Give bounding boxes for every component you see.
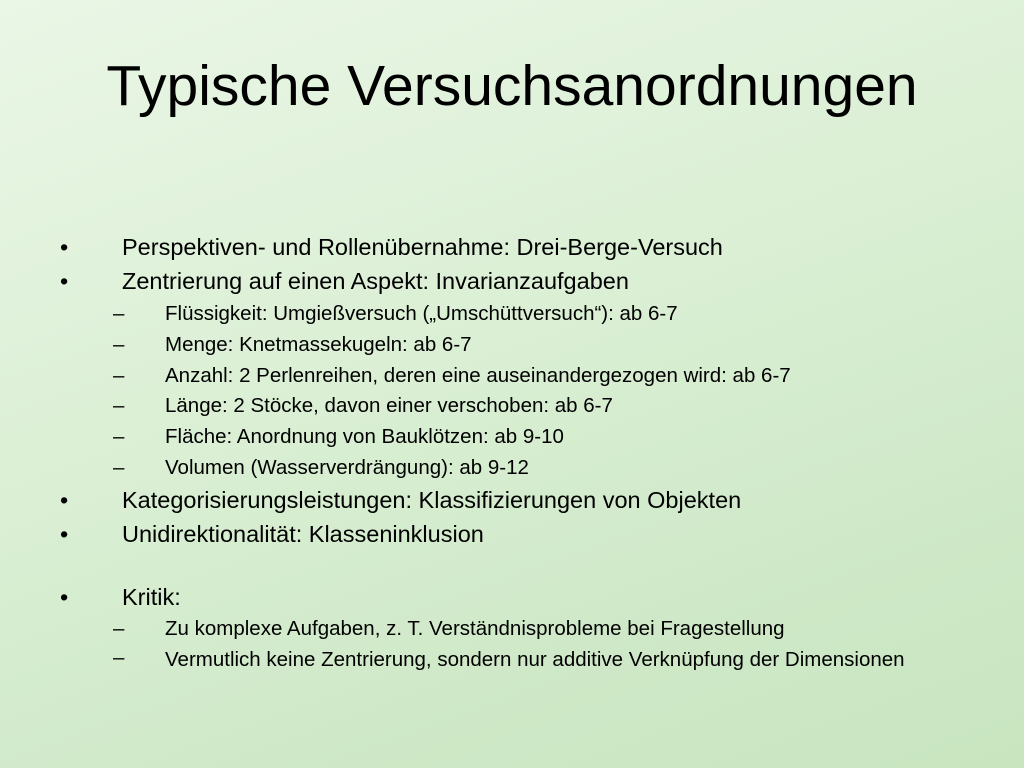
list-subitem-text: Länge: 2 Stöcke, davon einer verschoben: ab 6-7	[165, 394, 613, 417]
dash-marker: –	[113, 302, 125, 325]
list-subitem-text: Anzahl: 2 Perlenreihen, deren eine auseinandergezogen wird: ab 6-7	[165, 364, 791, 387]
dash-marker: –	[113, 333, 125, 356]
bullet-marker: •	[60, 487, 69, 513]
list-subitem-text: Zu komplexe Aufgaben, z. T. Verständnisprobleme bei Fragestellung	[165, 617, 785, 640]
list-item-text: Zentrierung auf einen Aspekt: Invarianzaufgaben	[122, 268, 629, 294]
list-item-text: Kategorisierungsleistungen: Klassifizierungen von Objekten	[122, 487, 742, 513]
dash-marker: –	[113, 617, 125, 640]
bullet-marker: •	[60, 234, 69, 260]
dash-marker: –	[113, 394, 125, 417]
dash-marker: –	[113, 364, 125, 387]
list-subitem-text: Flüssigkeit: Umgießversuch („Umschüttversuch“): ab 6-7	[165, 302, 678, 325]
dash-marker: –	[113, 456, 125, 479]
list-subitem-text: Menge: Knetmassekugeln: ab 6-7	[165, 333, 472, 356]
list-item-text: Unidirektionalität: Klasseninklusion	[122, 521, 484, 547]
slide-title: Typische Versuchsanordnungen	[106, 54, 918, 118]
list-item-text: Perspektiven- und Rollenübernahme: Drei-Berge-Versuch	[122, 234, 723, 260]
list-subitem-text: Volumen (Wasserverdrängung): ab 9-12	[165, 456, 529, 479]
dash-marker: –	[113, 646, 125, 669]
list-subitem-text: Vermutlich keine Zentrierung, sondern nur additive Verknüpfung der Dimensionen	[165, 648, 905, 671]
list-item-text: Kritik:	[122, 584, 181, 610]
bullet-marker: •	[60, 584, 69, 610]
bullet-marker: •	[60, 521, 69, 547]
dash-marker: –	[113, 425, 125, 448]
list-subitem-text: Fläche: Anordnung von Bauklötzen: ab 9-10	[165, 425, 564, 448]
bullet-marker: •	[60, 268, 69, 294]
